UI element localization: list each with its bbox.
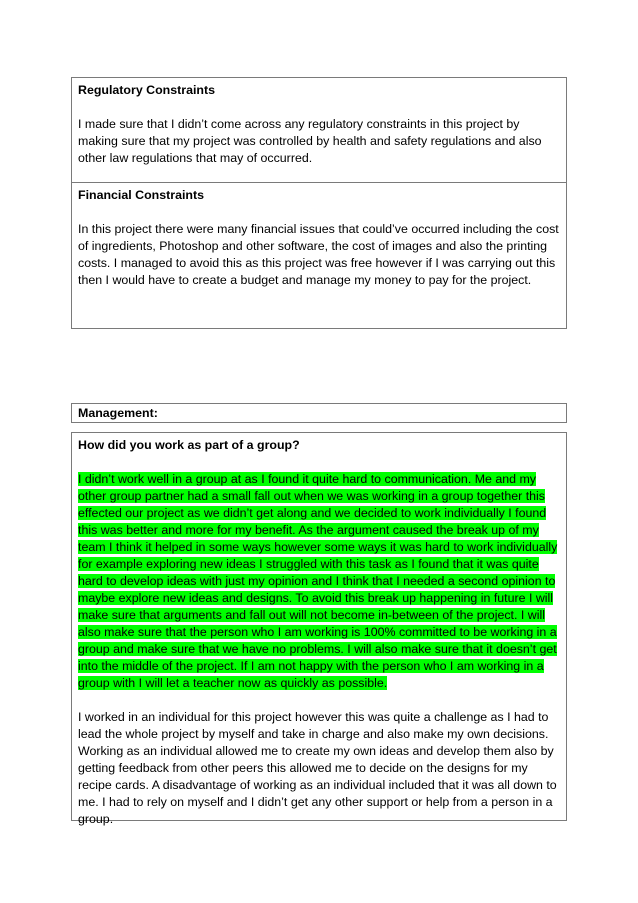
regulatory-heading: Regulatory Constraints bbox=[78, 83, 216, 97]
group-work-question: How did you work as part of a group? bbox=[78, 438, 300, 452]
group-work-cell bbox=[72, 433, 566, 828]
management-box bbox=[71, 403, 567, 423]
regulatory-body: I made sure that I didn’t come across any regulatory constraints in this project by making sure that my project was controlled by health and safety regulations and also other law regulations that may of occurred. bbox=[78, 117, 542, 165]
financial-body: In this project there were many financial issues that could’ve occurred including the cost of ingredients, Photoshop and other software, the cost of images and also the printing costs. I managed to avoid this as this project was free however if I was carrying out this then I would have to create a budget and manage my money to pay for the project. bbox=[78, 222, 559, 287]
management-heading: Management: bbox=[78, 406, 158, 420]
regulatory-cell bbox=[72, 78, 566, 182]
financial-cell bbox=[72, 183, 566, 289]
group-work-individual-answer: I worked in an individual for this project however this was quite a challenge as I had to lead the whole project by myself and take in charge and also make my own decisions. Working as an individual allowed me to create my own ideas and develop them also by getting feedback from other peers this allowed me to decide on the designs for my recipe cards. A disadvantage of working as an individual included that it was all down to me. I had to rely on myself and I didn’t get any other support or help from a person in a group. bbox=[78, 710, 557, 826]
group-work-box bbox=[71, 432, 567, 826]
highlighted-text: I didn’t work well in a group at as I found it quite hard to communication. Me and my other group partner had a small fall out when we was working in a group together this effected our project as we didn’t get along and we decided to work individually I found this was better and more for my benefit. As the argument caused the break up of my team I think it helped in some ways however some ways it was hard to work individually for example exploring new ideas I struggled with this task as I found that it was quite hard to develop ideas with just my opinion and I think that I needed a second opinion to maybe explore new ideas and designs. To avoid this break up happening in future I will make sure that arguments and fall out will not become in-between of the project. I will also make sure that the person who I am working is 100% committed to be working in a group and make sure that we have no problems. I will also make sure that it doesn’t get into the middle of the project. If I am not happy with the person who I am working in a group with I will let a teacher now as quickly as possible. bbox=[78, 472, 558, 690]
constraints-table bbox=[71, 77, 567, 329]
group-work-highlighted-answer bbox=[78, 471, 560, 692]
financial-heading: Financial Constraints bbox=[78, 188, 204, 202]
